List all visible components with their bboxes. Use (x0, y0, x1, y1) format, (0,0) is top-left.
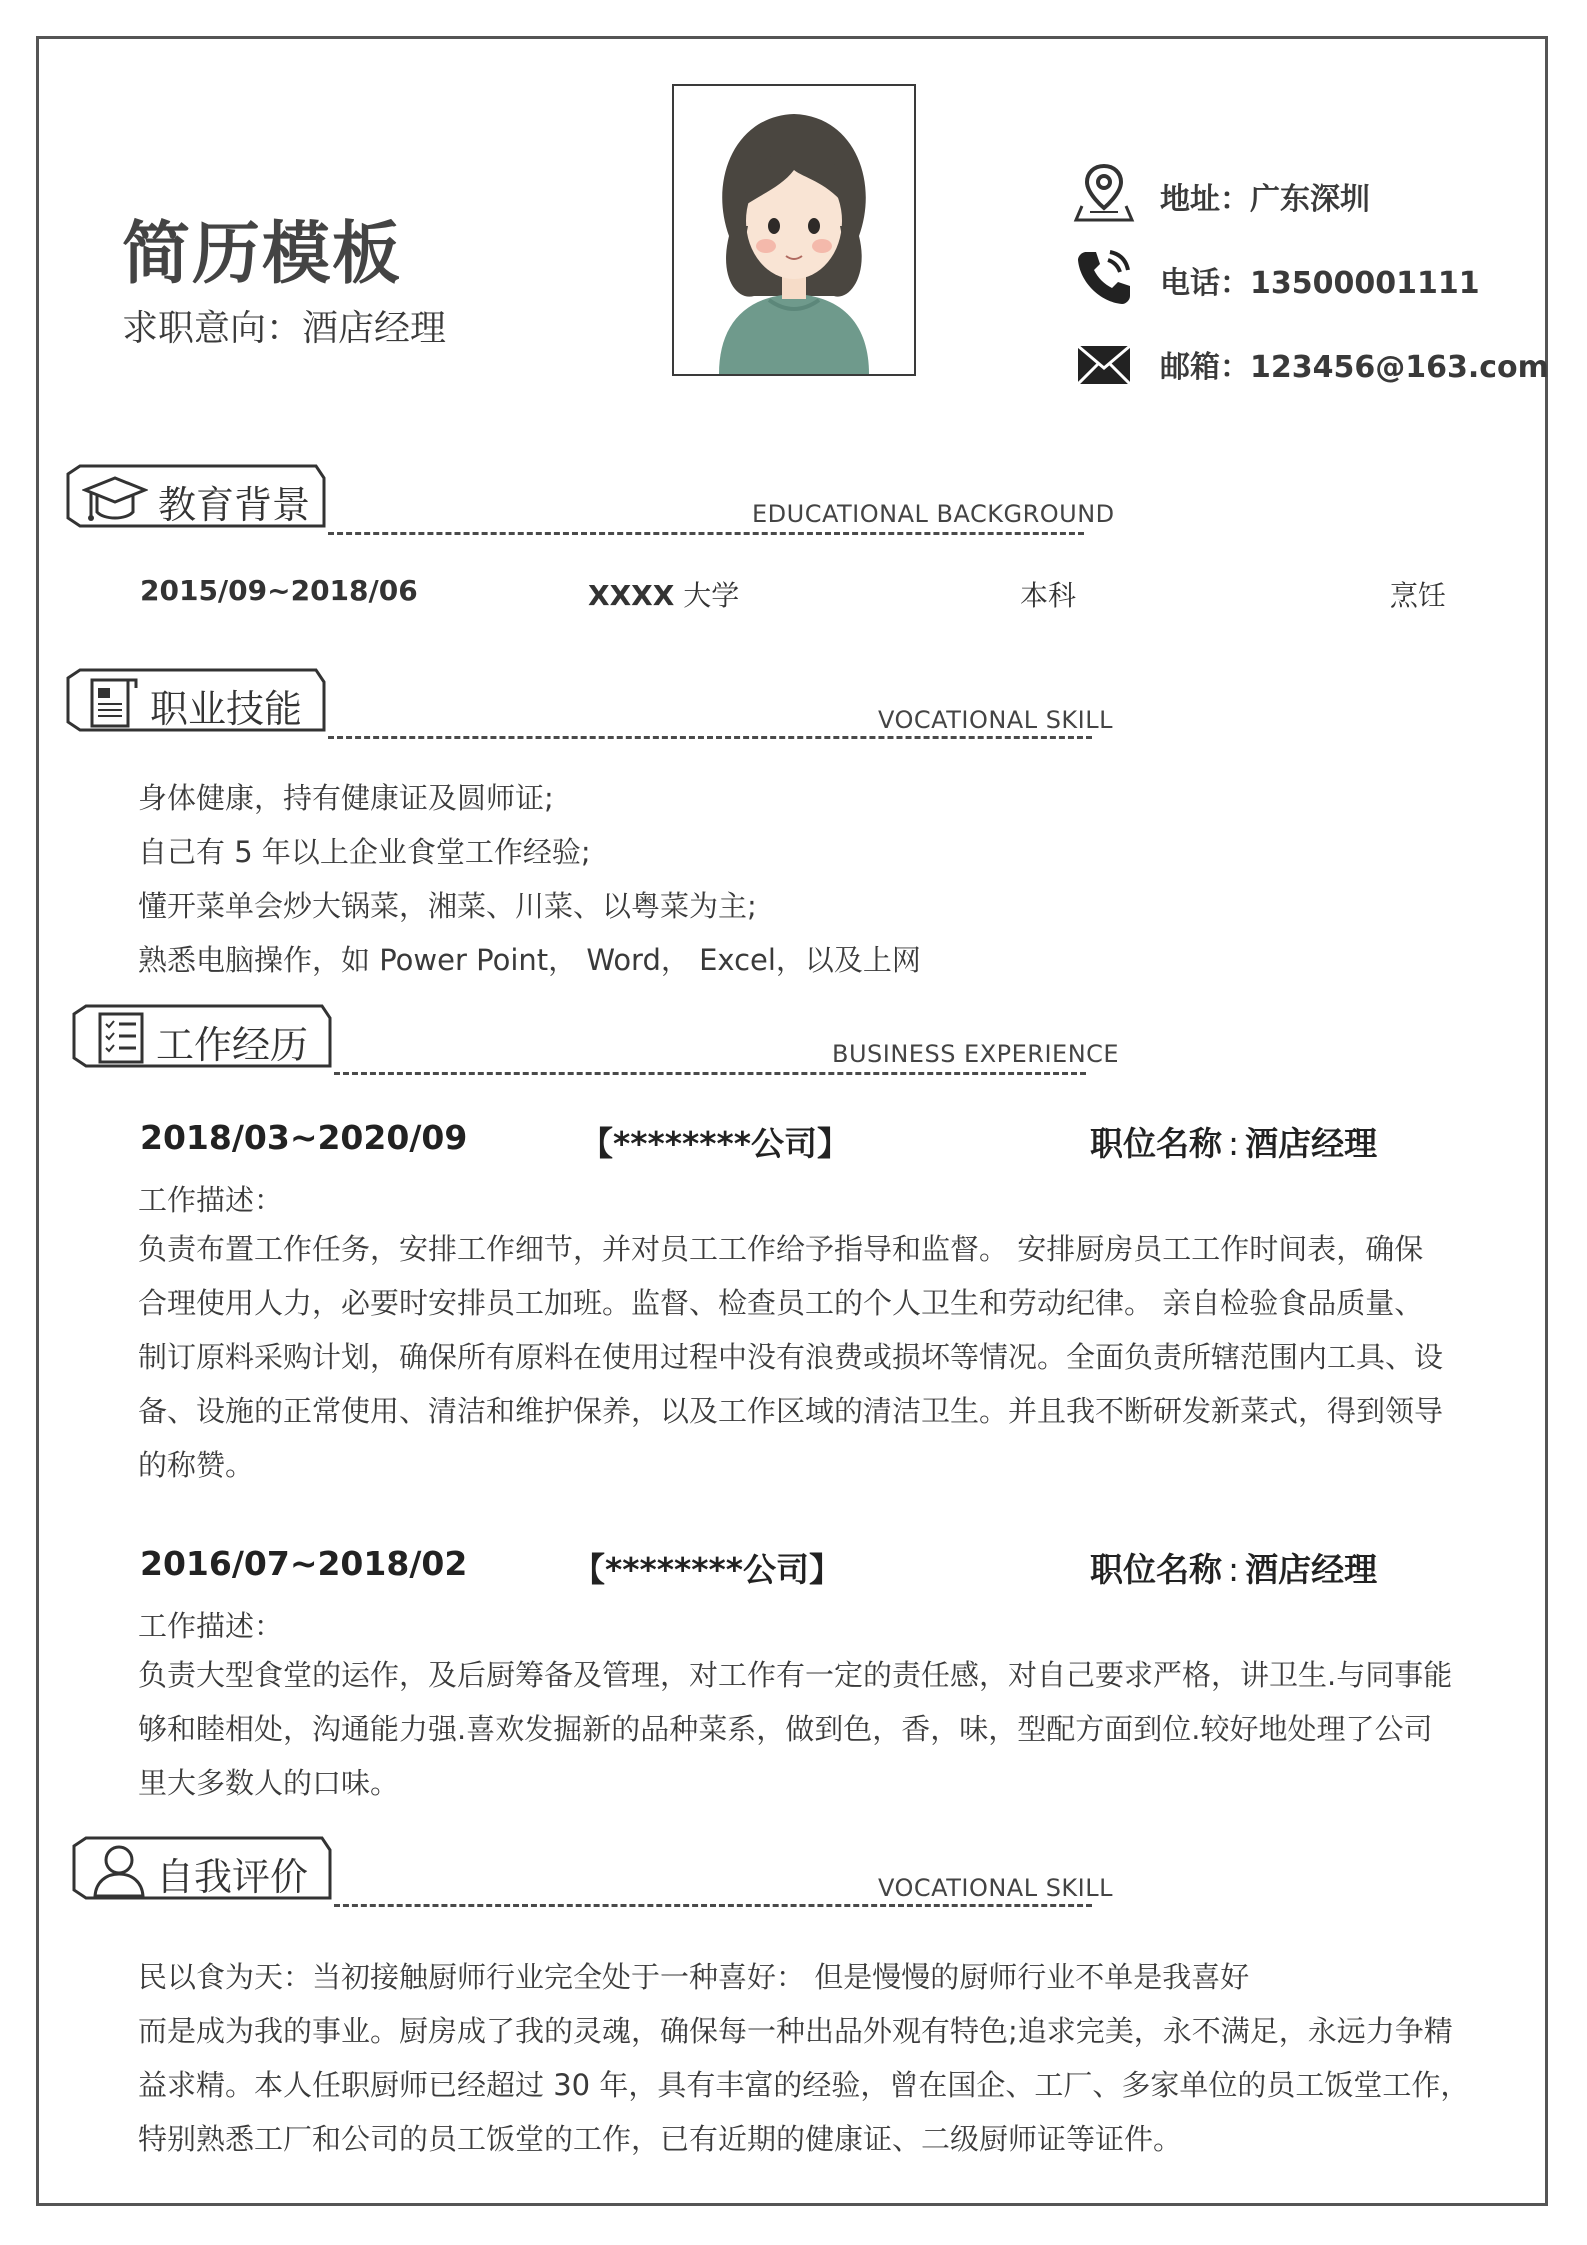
job-desc-line: 负责布置工作任务，安排工作细节，并对员工工作给予指导和监督。 安排厨房员工工作时间表，确保 (138, 1232, 1424, 1266)
job-period: 2016/07~2018/02 (140, 1544, 468, 1583)
job-period: 2018/03~2020/09 (140, 1118, 468, 1157)
skills-divider (328, 736, 1092, 739)
job-position (1090, 1118, 1377, 1165)
job-desc-line: 的称赞。 (138, 1448, 255, 1482)
work-divider (334, 1072, 1086, 1075)
phone-icon (1072, 244, 1136, 308)
skill-item: 懂开菜单会炒大锅菜，湘菜、川菜、以粤菜为主; (138, 889, 757, 923)
location-pin-icon (1072, 160, 1136, 224)
education-school-prefix: XXXX (588, 579, 675, 612)
self-eval-line: 而是成为我的事业。厨房成了我的灵魂，确保每一种出品外观有特色;追求完美，永不满足，永远力争精 (138, 2014, 1453, 2048)
email-text: 邮箱：123456@163.com (1160, 350, 1549, 385)
self-eval-line: 民以食为天：当初接触厨师行业完全处于一种喜好： 但是慢慢的厨师行业不单是我喜好 (138, 1960, 1250, 1994)
graduation-cap-icon (82, 472, 148, 526)
checklist-icon (96, 1010, 146, 1066)
job-desc-line: 够和睦相处，沟通能力强.喜欢发掘新的品种菜系，做到色，香，味，型配方面到位.较好地处理了公司 (138, 1712, 1433, 1746)
job-desc-line: 合理使用人力，必要时安排员工加班。监督、检查员工的个人卫生和劳动纪律。 亲自检验食品质量、 (138, 1286, 1424, 1320)
skills-title-en: VOCATIONAL SKILL (878, 706, 1113, 734)
education-school (588, 574, 739, 614)
self-title: 自我评价 (156, 1855, 309, 1899)
address-text: 地址：广东深圳 (1160, 182, 1370, 217)
job-position-sep: : (1228, 1550, 1240, 1589)
certificate-icon (86, 674, 140, 732)
job-desc-label: 工作描述： (138, 1183, 284, 1217)
education-school-suffix: 大学 (674, 579, 740, 612)
skills-title: 职业技能 (150, 687, 303, 731)
education-title-en: EDUCATIONAL BACKGROUND (752, 500, 1115, 528)
job-position-value: 酒店经理 (1245, 1124, 1378, 1163)
job-intent: 求职意向：酒店经理 (122, 308, 447, 349)
education-degree: 本科 (1020, 579, 1077, 612)
job-description (138, 1222, 1458, 1492)
education-period: 2015/09~2018/06 (140, 574, 418, 607)
work-title-en: BUSINESS EXPERIENCE (832, 1040, 1120, 1068)
self-eval-line: 特别熟悉工厂和公司的员工饭堂的工作，已有近期的健康证、二级厨师证等证件。 (138, 2122, 1183, 2156)
job-position-value: 酒店经理 (1245, 1550, 1378, 1589)
education-major: 烹饪 (1390, 579, 1447, 612)
self-evaluation (138, 1950, 1470, 2166)
education-divider (328, 532, 1084, 535)
phone-text: 电话：13500001111 (1160, 266, 1480, 301)
job-company: 【********公司】 (572, 1550, 843, 1589)
job-desc-line: 负责大型食堂的运作，及后厨筹备及管理，对工作有一定的责任感，对自己要求严格，讲卫生.与同事能 (138, 1658, 1453, 1692)
education-title: 教育背景 (158, 483, 311, 527)
self-title-en: VOCATIONAL SKILL (878, 1874, 1113, 1902)
job-position-label: 职位名称 (1090, 1550, 1222, 1589)
mail-icon (1072, 332, 1136, 396)
self-eval-line: 益求精。本人任职厨师已经超过 30 年，具有丰富的经验，曾在国企、工厂、多家单位的员工饭堂工作， (138, 2068, 1470, 2102)
job-position (1090, 1544, 1377, 1591)
job-position-sep: : (1228, 1124, 1240, 1163)
job-company: 【********公司】 (580, 1124, 851, 1163)
skill-item: 自己有 5 年以上企业食堂工作经验; (138, 835, 591, 869)
job-desc-line: 备、设施的正常使用、清洁和维护保养，以及工作区域的清洁卫生。并且我不断研发新菜式，得到领导 (138, 1394, 1444, 1428)
job-desc-label: 工作描述： (138, 1609, 284, 1643)
skill-item: 熟悉电脑操作，如 Power Point， Word， Excel，以及上网 (138, 943, 921, 977)
skill-item: 身体健康，持有健康证及圆师证; (138, 781, 554, 815)
job-desc-line: 制订原料采购计划，确保所有原料在使用过程中没有浪费或损坏等情况。全面负责所辖范围内工具、设 (138, 1340, 1444, 1374)
avatar-photo (672, 84, 916, 376)
job-desc-line: 里大多数人的口味。 (138, 1766, 400, 1800)
resume-title: 简历模板 (122, 215, 403, 294)
work-title: 工作经历 (156, 1023, 309, 1067)
job-description (138, 1648, 1458, 1810)
job-position-label: 职位名称 (1090, 1124, 1222, 1163)
user-icon (90, 1840, 148, 1900)
self-divider (334, 1904, 1092, 1907)
